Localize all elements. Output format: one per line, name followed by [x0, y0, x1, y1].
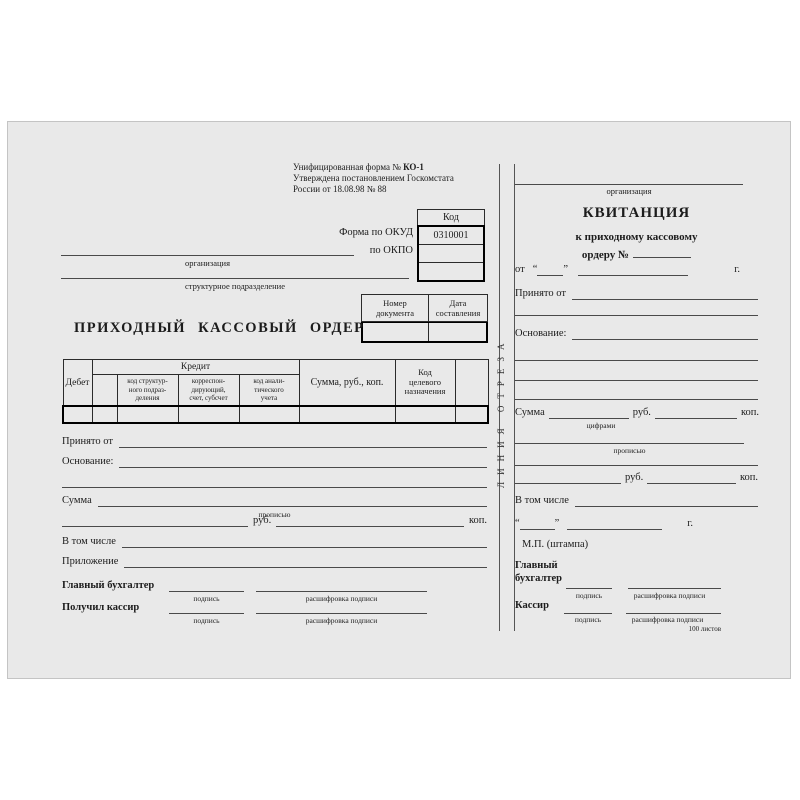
- including-label: В том числе: [62, 536, 116, 547]
- year-label: г.: [734, 264, 740, 275]
- blank-line: [647, 471, 736, 484]
- chief-accountant-label: Главный бухгалтер: [62, 580, 155, 591]
- day-line: [520, 517, 555, 530]
- credit-sub-analytic: код анали- тического учета: [239, 375, 299, 407]
- rub-label: руб.: [625, 472, 644, 483]
- quote-open: “: [515, 518, 520, 529]
- doc-date-header: Дата составления: [429, 294, 488, 322]
- credit-sub-empty: [92, 375, 117, 407]
- basis-label: Основание:: [62, 456, 114, 467]
- rub-label: руб.: [632, 407, 651, 418]
- approval-block: [293, 162, 498, 195]
- amount-label: Сумма: [62, 495, 92, 506]
- year-label: г.: [687, 518, 693, 529]
- signature-decode-line: [256, 579, 427, 592]
- basis-label: Основание:: [515, 328, 567, 339]
- blank-line: [515, 399, 758, 400]
- credit-sub-unit: код структур- ного подраз- деления: [117, 375, 178, 407]
- purpose-code-header: Код целевого назначения: [395, 360, 455, 407]
- doc-number-table: [361, 294, 488, 343]
- attachment-row: [62, 555, 487, 568]
- chief-accountant-label: Главный бухгалтер: [515, 560, 563, 584]
- organization-line: [61, 255, 354, 256]
- cut-line-label: ЛИНИЯ ОТРЕЗА: [496, 336, 506, 488]
- amount-digits-line: [549, 406, 629, 419]
- table-entry-row: [63, 406, 488, 423]
- okud-label: Форма по ОКУД: [339, 227, 413, 238]
- signature-line: [566, 588, 612, 589]
- blank-line: [98, 494, 487, 507]
- stamp-label: М.П. (штампа): [522, 539, 589, 550]
- sheets-count-note: 100 листов: [688, 625, 721, 633]
- signature-line: [169, 601, 244, 614]
- signature-decode-caption: расшифровка подписи: [631, 615, 704, 624]
- in-digits-label: цифрами: [586, 421, 616, 430]
- blank-line: [575, 494, 758, 507]
- kop-label: коп.: [740, 407, 759, 418]
- kop-label: коп.: [739, 472, 758, 483]
- blank-line: [572, 287, 758, 300]
- form-code: КО-1: [403, 162, 424, 172]
- signature-decode-caption: расшифровка подписи: [305, 616, 378, 625]
- signature-line: [564, 613, 612, 614]
- blank-line: [62, 487, 487, 488]
- accounting-table: [62, 359, 489, 424]
- blank-line: [515, 315, 758, 316]
- subdivision-label: структурное подразделение: [185, 281, 285, 291]
- okud-code-cell: 0310001: [433, 230, 469, 241]
- received-cashier-row: [62, 601, 487, 614]
- basis-row: [62, 455, 487, 468]
- organization-line: [515, 184, 743, 185]
- from-label: от: [515, 264, 525, 275]
- doc-number-cell: [363, 323, 429, 341]
- spare-column-header: [455, 360, 488, 407]
- approval-line-3: России от 18.08.98 № 88: [293, 184, 387, 194]
- okpo-code-cell: [419, 244, 483, 262]
- month-line: [578, 263, 688, 276]
- code-table: [417, 209, 485, 282]
- blank-line: [62, 514, 248, 527]
- blank-line: [515, 471, 621, 484]
- chief-accountant-row: [62, 579, 487, 592]
- blank-line: [515, 465, 758, 466]
- signature-line: [169, 579, 244, 592]
- blank-line: [572, 327, 758, 340]
- signature-caption: подпись: [193, 594, 220, 603]
- signature-caption: подпись: [574, 615, 602, 624]
- code-values: [417, 225, 485, 282]
- receipt-date2-row: [515, 517, 693, 530]
- receipt-received-from-row: [515, 287, 758, 300]
- okpo-label: по ОКПО: [369, 245, 413, 256]
- blank-line: [515, 380, 758, 381]
- quote-close: ”: [563, 264, 569, 275]
- code-header: Код: [417, 209, 485, 226]
- amount-label: Сумма: [515, 407, 545, 418]
- blank-line: [655, 406, 737, 419]
- credit-header: Кредит: [92, 360, 299, 375]
- debit-header: Дебет: [63, 360, 92, 407]
- credit-sub-account: корреспон- дирующий, счет, субсчет: [178, 375, 239, 407]
- quote-open: “: [532, 264, 538, 275]
- receipt-order-number: ордеру №: [515, 247, 758, 261]
- organization-label: организация: [606, 186, 652, 196]
- doc-date-cell: [429, 323, 486, 341]
- receipt-date-row: [515, 263, 740, 276]
- subdivision-line: [61, 278, 409, 279]
- in-words-label: прописью: [613, 446, 646, 455]
- received-from-label: Принято от: [515, 288, 566, 299]
- receipt-rub-kop-row: [515, 471, 758, 484]
- approval-line-1: Унифицированная форма № КО-1: [293, 162, 424, 172]
- signature-decode-caption: расшифровка подписи: [305, 594, 378, 603]
- rub-label: руб.: [253, 515, 272, 526]
- signature-decode-caption: расшифровка подписи: [633, 591, 706, 600]
- including-row: [62, 535, 487, 548]
- quote-close: ”: [554, 518, 560, 529]
- blank-line: [122, 535, 487, 548]
- cashier-label: Кассир: [515, 600, 549, 611]
- organization-label: организация: [185, 258, 230, 268]
- blank-line: [124, 555, 487, 568]
- signature-decode-line: [628, 588, 721, 589]
- signature-caption: подпись: [575, 591, 603, 600]
- empty-code-cell: [419, 262, 483, 280]
- blank-line: [515, 443, 744, 444]
- day-line: [537, 263, 563, 276]
- received-from-row: [62, 435, 487, 448]
- signature-caption: подпись: [193, 616, 220, 625]
- including-label: В том числе: [515, 495, 569, 506]
- receipt-title: КВИТАНЦИЯ: [582, 205, 691, 221]
- received-from-label: Принято от: [62, 436, 113, 447]
- doc-number-header: Номер документа: [361, 294, 429, 322]
- signature-decode-line: [256, 601, 427, 614]
- receipt-basis-row: [515, 327, 758, 340]
- attachment-label: Приложение: [62, 556, 119, 567]
- form-title: ПРИХОДНЫЙ КАССОВЫЙ ОРДЕР: [74, 320, 365, 336]
- received-cashier-label: Получил кассир: [62, 602, 140, 613]
- receipt-amount-row: [515, 406, 759, 419]
- signature-decode-line: [626, 613, 721, 614]
- blank-line: [119, 455, 487, 468]
- kop-label: коп.: [468, 515, 487, 526]
- approval-line-2: Утверждена постановлением Госкомстата: [293, 173, 454, 183]
- blank-line: [276, 514, 464, 527]
- amount-header: Сумма, руб., коп.: [299, 360, 395, 407]
- blank-line: [119, 435, 487, 448]
- receipt-including-row: [515, 494, 758, 507]
- receipt-subtitle: к приходному кассовому: [575, 231, 698, 243]
- amount-row: [62, 494, 487, 507]
- rub-kop-row: [62, 514, 487, 527]
- blank-line: [515, 360, 758, 361]
- form-sheet: [7, 121, 791, 679]
- in-words-label: прописью: [258, 510, 291, 519]
- order-number-line: [633, 247, 691, 258]
- month-line: [567, 517, 662, 530]
